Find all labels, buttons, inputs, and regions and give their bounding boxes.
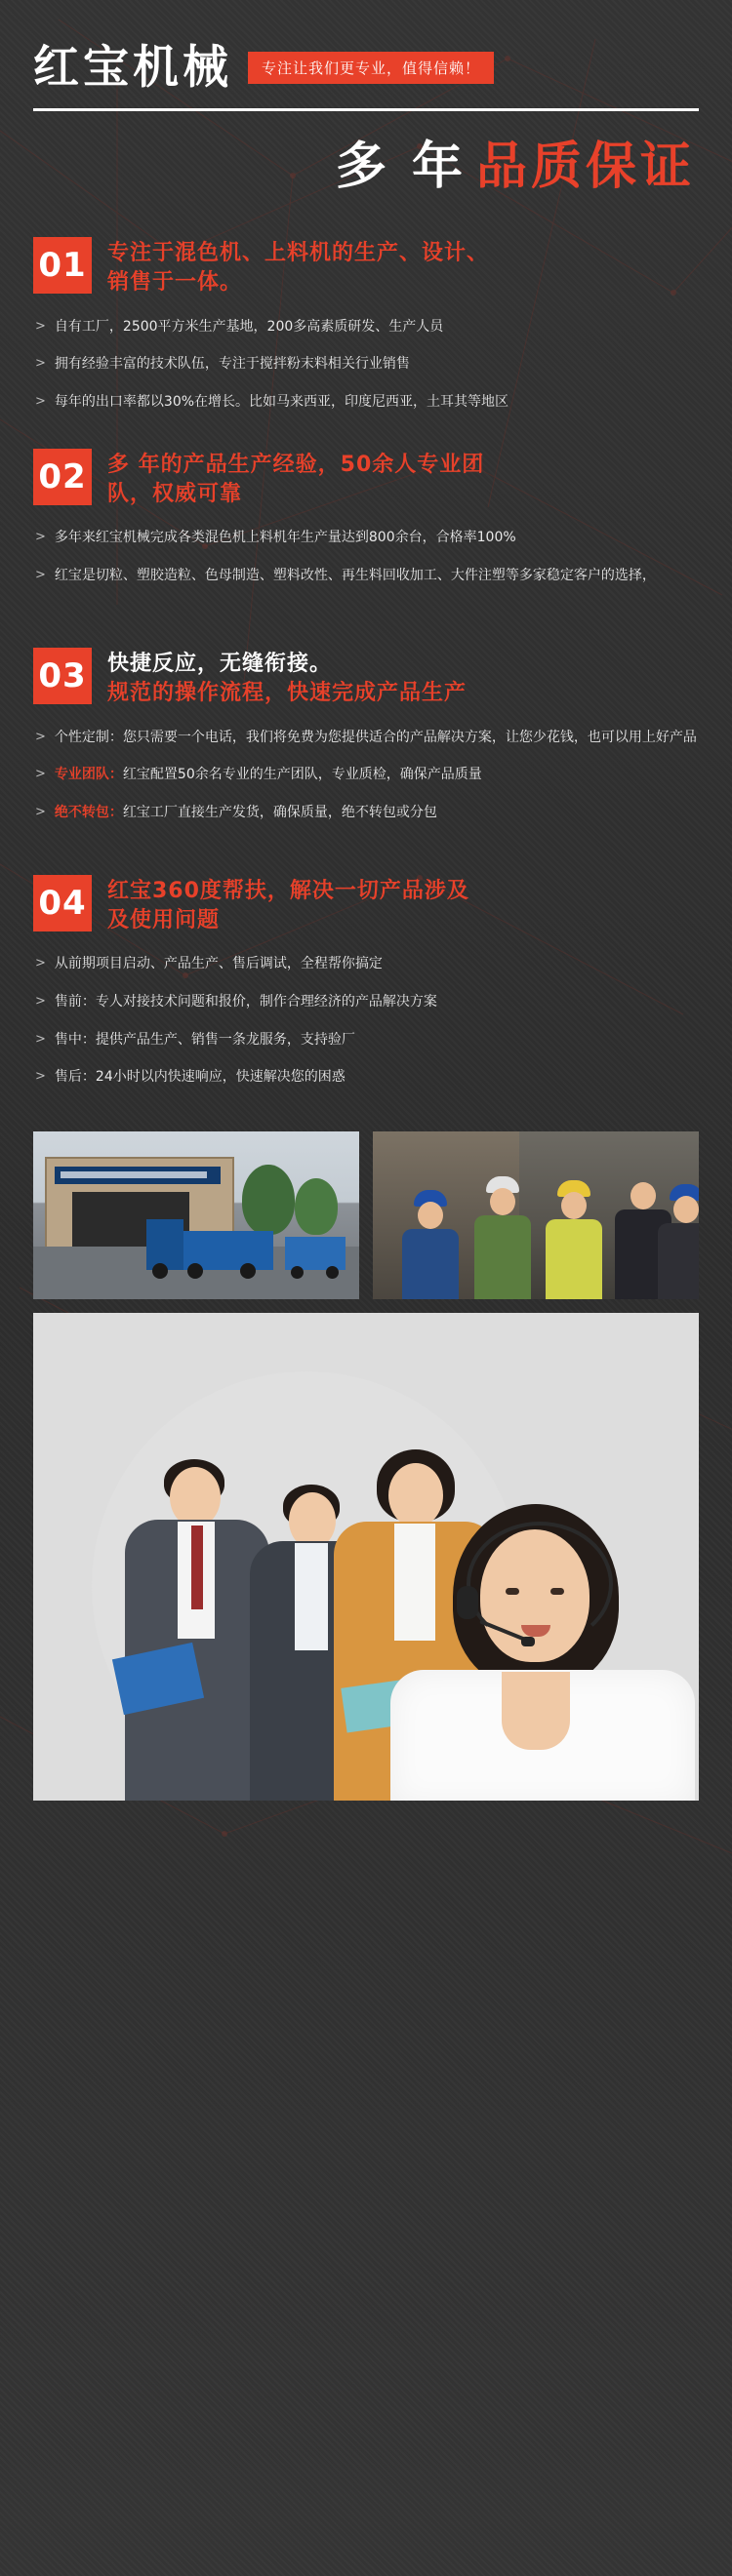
section-01-title: [107, 237, 489, 298]
section-03-head: [33, 648, 699, 709]
brand-name: 红宝机械: [33, 41, 232, 95]
section-01: [0, 223, 732, 435]
headset-earpiece: [457, 1586, 478, 1619]
bullet-marker-icon: >: [35, 394, 46, 410]
bullet-text: 售后：24小时以内快速响应，快速解决您的困惑: [54, 1069, 346, 1086]
worker-head: [673, 1196, 699, 1223]
section-04-number: 04: [33, 875, 92, 931]
worker-head: [418, 1202, 443, 1229]
worker-figure: [652, 1184, 699, 1299]
bullet-lead: 专业团队：: [54, 767, 123, 783]
bullet-lead: 绝不转包：: [54, 804, 123, 820]
truck-wheel: [187, 1263, 203, 1279]
section-02-bullets: [35, 527, 699, 586]
bullet-marker-icon: >: [35, 804, 46, 819]
truck-shape: [285, 1237, 346, 1270]
bullet-text: 红宝是切粒、塑胶造粒、色母制造、塑料改性、再生料回收加工、大件注塑等多家稳定客户的选择，: [54, 568, 656, 584]
headset-icon: [467, 1522, 613, 1646]
section-04: [0, 846, 732, 1110]
truck-wheel: [152, 1263, 168, 1279]
list-item: [35, 1066, 699, 1089]
list-item: [35, 727, 699, 749]
bullet-text: 售中：提供产品生产、销售一条龙服务，支持验厂: [54, 1031, 355, 1048]
list-item: [35, 991, 699, 1013]
header-divider: [33, 108, 699, 111]
worker-head: [561, 1192, 587, 1219]
bullet-marker-icon: >: [35, 356, 46, 372]
section-02: [0, 435, 732, 609]
section-04-title-line-2: 及使用问题: [107, 907, 221, 932]
factory-signboard: [55, 1167, 221, 1184]
worker-head: [490, 1188, 515, 1215]
section-03-number: 03: [33, 648, 92, 704]
bullet-marker-icon: >: [35, 568, 46, 583]
worker-body: [658, 1223, 699, 1299]
section-02-title-line-2: 队，权威可靠: [107, 482, 243, 507]
bullet-marker-icon: >: [35, 993, 46, 1009]
headline-red-part: 品质保证: [475, 138, 695, 196]
headline-white-part: 多 年: [335, 138, 467, 196]
section-03: [0, 609, 732, 846]
bullet-text: 多年来红宝机械完成各类混色机上料机年生产量达到800余台，合格率100%: [54, 530, 516, 546]
worker-figure: [467, 1176, 539, 1299]
bullet-marker-icon: >: [35, 767, 46, 782]
header-headline-row: [33, 125, 699, 198]
list-item: [35, 527, 699, 549]
list-item: [35, 764, 699, 786]
person-shirt: [295, 1543, 328, 1650]
team-photo: [373, 1131, 699, 1299]
section-01-title-line-1: 专注于混色机、上料机的生产、设计、: [107, 241, 490, 265]
bullet-text: 每年的出口率都以30%在增长。比如马来西亚，印度尼西亚，土耳其等地区: [54, 394, 509, 411]
bullet-marker-icon: >: [35, 1031, 46, 1047]
bullet-rest: 红宝工厂直接生产发货，确保质量，绝不转包或分包: [122, 804, 437, 820]
bullet-text: 个性定制：您只需要一个电话，我们将免费为您提供适合的产品解决方案，让您少花钱，也可以用上好产品: [54, 729, 697, 745]
tree-shape: [242, 1165, 295, 1235]
bullet-text: 售前：专人对接技术问题和报价，制作合理经济的产品解决方案: [54, 993, 437, 1010]
truck-wheel: [240, 1263, 256, 1279]
worker-body: [402, 1229, 459, 1299]
bullet-text: 自有工厂，2500平方米生产基地，200多高素质研发、生产人员: [54, 318, 444, 335]
section-01-title-line-2: 销售于一体。: [107, 270, 243, 296]
bullet-rest: 红宝配置50余名专业的生产团队，专业质检，确保产品质量: [122, 767, 482, 783]
section-03-title: [107, 648, 467, 709]
person-necktie: [191, 1526, 203, 1609]
customer-service-photo: [33, 1313, 699, 1801]
list-item: [35, 1029, 699, 1051]
bullet-text: 从前期项目启动、产品生产、售后调试，全程帮你搞定: [54, 956, 383, 972]
section-03-bullets: [35, 727, 699, 824]
section-01-bullets: [35, 316, 699, 414]
section-04-title: [107, 875, 469, 936]
photo-row: [0, 1110, 732, 1299]
bullet-text: [55, 764, 699, 786]
section-03-title-line-2: 规范的操作流程，快速完成产品生产: [107, 681, 468, 706]
list-item: [35, 802, 699, 824]
microphone-tip: [521, 1637, 535, 1646]
section-02-number: 02: [33, 449, 92, 505]
bullet-marker-icon: >: [35, 318, 46, 334]
list-item: [35, 391, 699, 414]
bullet-text: 拥有经验丰富的技术队伍，专注于搅拌粉末料相关行业销售: [54, 356, 410, 373]
bullet-marker-icon: >: [35, 530, 46, 545]
section-02-title-line-1: 多 年的产品生产经验，50余人专业团: [107, 452, 485, 477]
worker-figure: [537, 1180, 611, 1299]
tree-shape: [295, 1178, 338, 1235]
factory-photo: [33, 1131, 359, 1299]
list-item: [35, 353, 699, 376]
brand-slogan-badge: 专注让我们更专业，值得信赖！: [248, 52, 494, 84]
bullet-marker-icon: >: [35, 956, 46, 971]
section-04-title-line-1: 红宝360度帮扶，解决一切产品涉及: [107, 878, 469, 903]
page-header: [0, 0, 732, 223]
worker-figure: [396, 1190, 465, 1299]
section-03-title-line-1: 快捷反应，无缝衔接。: [107, 651, 333, 676]
bullet-text: [55, 802, 699, 824]
background-person-left: [121, 1459, 267, 1801]
section-04-bullets: [35, 953, 699, 1089]
section-04-head: [33, 875, 699, 936]
agent-neck: [502, 1672, 570, 1750]
section-01-head: [33, 237, 699, 298]
truck-wheel: [326, 1266, 339, 1279]
header-top-row: [33, 41, 699, 95]
customer-service-agent: [396, 1504, 689, 1801]
list-item: [35, 565, 699, 587]
list-item: [35, 316, 699, 338]
truck-cab: [146, 1219, 183, 1270]
person-head: [170, 1467, 221, 1527]
worker-body: [546, 1219, 602, 1299]
section-02-title: [107, 449, 484, 510]
section-02-head: [33, 449, 699, 510]
worker-body: [474, 1215, 531, 1299]
truck-wheel: [291, 1266, 304, 1279]
bullet-marker-icon: >: [35, 729, 46, 744]
bullet-marker-icon: >: [35, 1069, 46, 1085]
list-item: [35, 953, 699, 975]
truck-shape: [180, 1231, 273, 1270]
section-01-number: 01: [33, 237, 92, 294]
